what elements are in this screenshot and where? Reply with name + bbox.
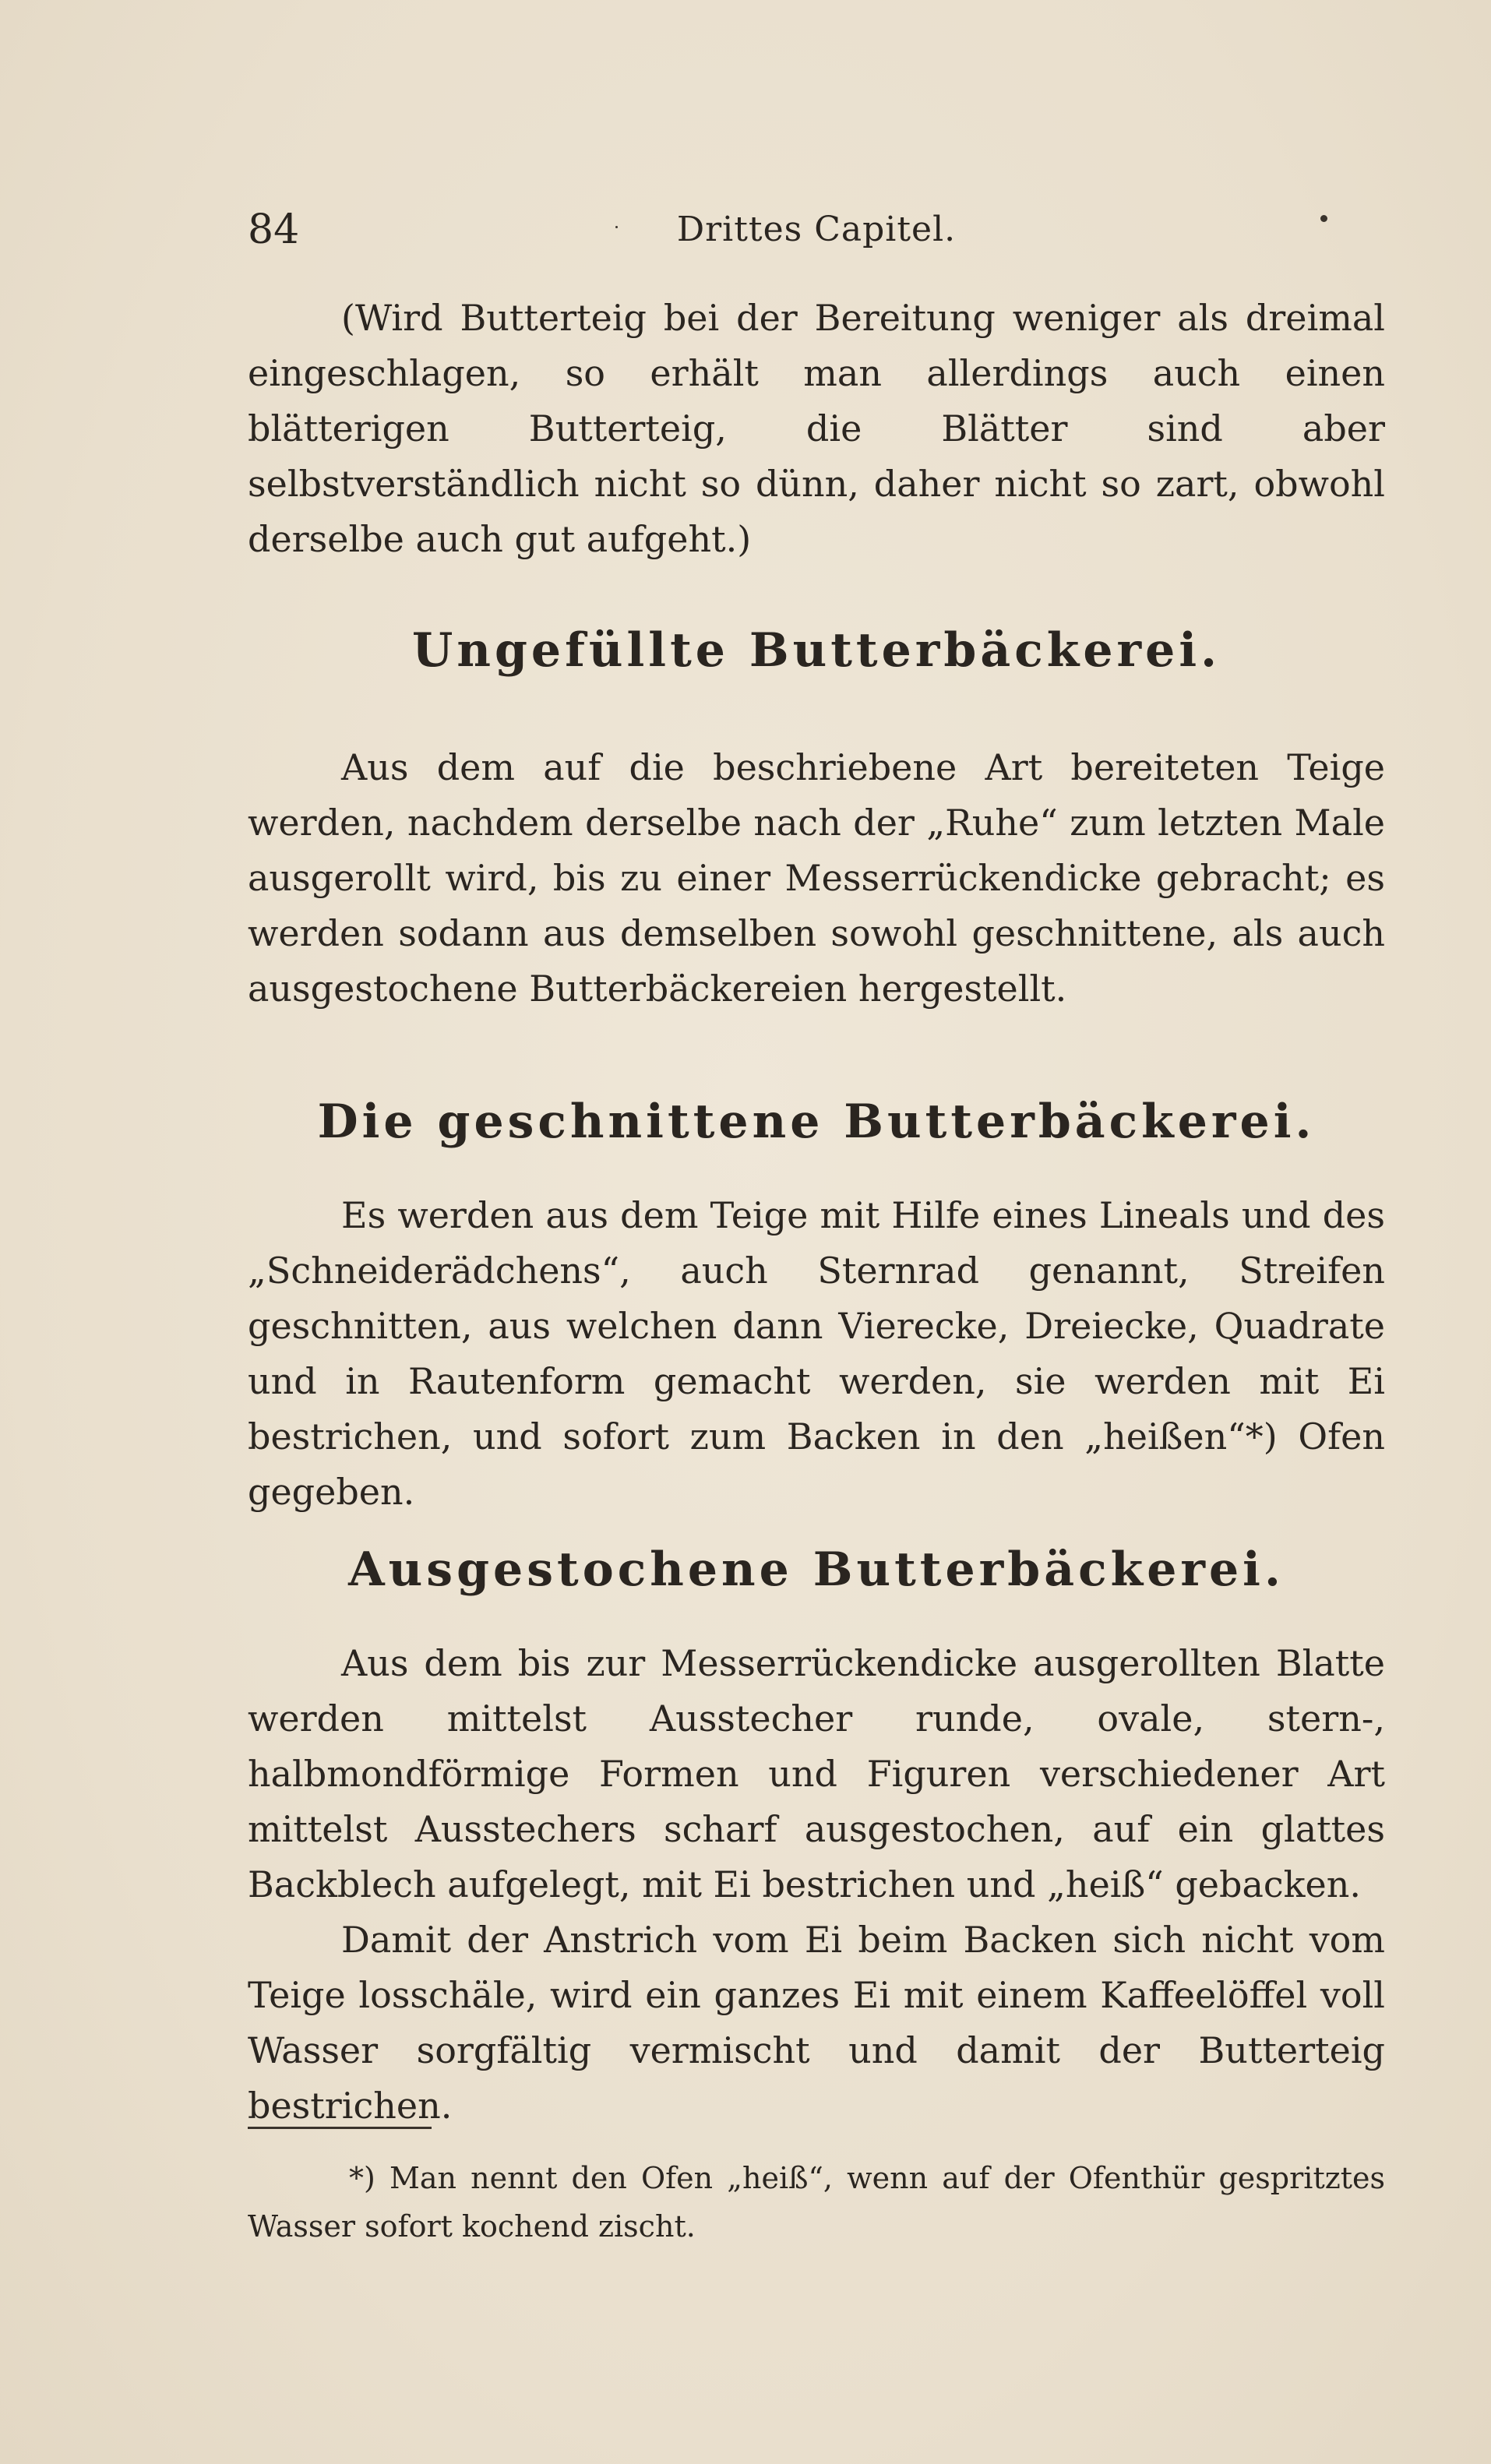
- running-head: [248, 199, 1385, 261]
- paragraph-ausgestochene-2: Damit der Anstrich vom Ei beim Backen sich nicht vom Teige losschäle, wird ein ganzes Ei mit einem Kaffeelöffel voll Wasser sorgfältig vermischt und damit der Butterteig bestrichen.: [248, 1919, 1385, 2127]
- footnote: *) Man nennt den Ofen „heiß“, wenn auf der Ofenthür gespritztes Wasser sofort kochend zischt.: [248, 2161, 1385, 2244]
- paragraph-geschnittene: Es werden aus dem Teige mit Hilfe eines Lineals und des „Schneiderädchens“, auch Sternrad genannt, Streifen geschnitten, aus welchen dann Vierecke, Dreiecke, Quadrate und in Rautenform gemacht werden, sie werden mit Ei bestrichen, und sofort zum Backen in den „heißen“*) Ofen gegeben.: [248, 1194, 1385, 1513]
- heading-geschnittene: Die geschnittene Butterbäckerei.: [317, 1095, 1316, 1149]
- ink-speck: [1320, 215, 1327, 222]
- footnote-rule: [248, 2127, 432, 2129]
- ink-speck: [615, 226, 618, 228]
- paragraph-ausgestochene-1: Aus dem bis zur Messerrückendicke ausgerollten Blatte werden mittelst Ausstecher runde, ovale, stern-, halbmondförmige Formen und Figuren verschiedener Art mittelst Ausstechers scharf ausgestochen, auf ein glattes Backblech aufgelegt, mit Ei bestrichen und „heiß“ gebacken.: [248, 1642, 1385, 1905]
- paragraph-ungefuellte: Aus dem auf die beschriebene Art bereiteten Teige werden, nachdem derselbe nach der „Ruhe“ zum letzten Male ausgerollt wird, bis zu einer Messerrückendicke gebracht; es werden sodann aus demselben sowohl geschnittene, als auch ausgestochene Butterbäckereien hergestellt.: [248, 746, 1385, 1010]
- heading-ausgestochene: Ausgestochene Butterbäckerei.: [348, 1542, 1285, 1597]
- heading-ungefuellte: Ungefüllte Butterbäckerei.: [412, 623, 1221, 678]
- paragraph-intro: (Wird Butterteig bei der Bereitung weniger als dreimal eingeschlagen, so erhält man allerdings auch einen blätterigen Butterteig, die Blätter sind aber selbstverständlich nicht so dünn, daher nicht so zart, obwohl derselbe auch gut aufgeht.): [248, 297, 1385, 560]
- page-number: 84: [248, 206, 300, 253]
- chapter-title: Drittes Capitel.: [676, 210, 957, 249]
